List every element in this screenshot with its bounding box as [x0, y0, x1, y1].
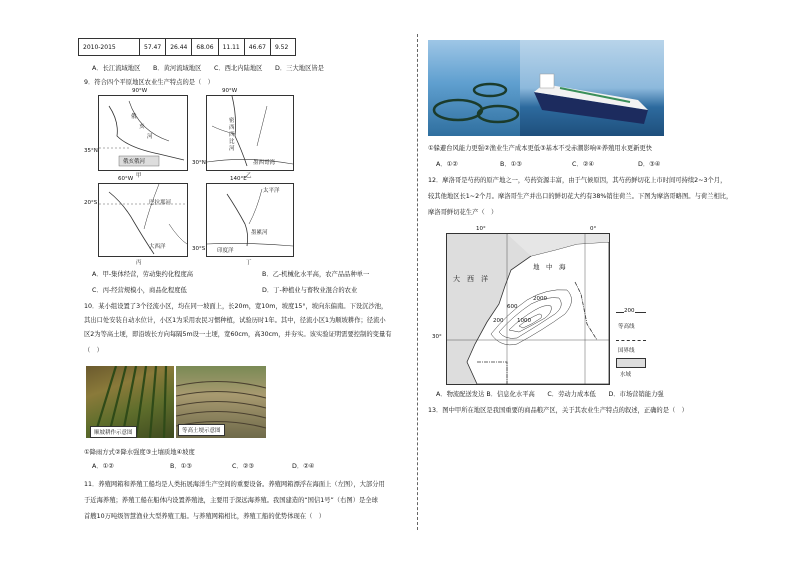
legend-contour-value: 200 [624, 308, 635, 314]
map-label: 地 中 海 [533, 263, 566, 271]
q9-option-b: B．乙-机械化水平高，农产品品种单一 [262, 271, 370, 278]
q13-stem: 13．图中甲所在地区是我国重要的商品粮产区，关于其农业生产特点的叙述，正确的是（ ） [428, 407, 688, 414]
map-bing [98, 183, 188, 257]
q11-option: C．②④ [572, 161, 594, 168]
q10-option: C．②③ [232, 463, 254, 470]
photo-caption: 顺坡耕作示意图 [90, 426, 137, 438]
table-cell: 57.47 [140, 39, 166, 56]
legend-water-swatch [616, 358, 646, 368]
q10-line: 区2为等高土埂，即沿坡长方向每隔5m设一土埂，宽60cm，高30cm，并夯实。该实验证明需要控制的变量有 [84, 331, 392, 338]
map-lon: 90°W [132, 88, 148, 94]
table-cell: 68.06 [192, 39, 218, 56]
map-lat: 30° [432, 334, 442, 340]
data-table [78, 38, 296, 56]
map-label: 印度洋 [217, 248, 234, 254]
map-label: 巴拉那河 [149, 200, 172, 206]
q10-option: A．①② [92, 463, 114, 470]
map-caption: 丁 [246, 260, 252, 266]
q11-option: B．①③ [500, 161, 522, 168]
map-label: 亥 [139, 124, 145, 130]
table-cell: 9.52 [270, 39, 295, 56]
legend-contour: 等高线 [618, 324, 635, 330]
q10-items: ①降雨方式②降水强度③土壤质地④坡度 [84, 449, 195, 456]
legend-border: 国界线 [618, 348, 635, 354]
map-label: 密西西比河 [229, 118, 235, 152]
table-cell: 11.11 [218, 39, 244, 56]
map-label: 河 [147, 134, 153, 140]
q11-line: 于近海养殖；养殖工船在船体内设置养殖池，主要用于深远海养殖。我国建造的“国信1号”（右图）是全球 [84, 497, 378, 504]
map-label: 大西洋 [149, 244, 166, 250]
map-lon: 140°E [230, 176, 247, 182]
q12-line: 较其他地区长1~2个月。摩洛哥生产并出口的鲜切花大约有38%销往荷兰。下图为摩洛哥略图。与荷兰相比， [428, 193, 733, 200]
q9-option-c: C．丙-经营规模小，商品化程度低 [92, 287, 187, 294]
table-row [79, 39, 296, 56]
map-lat: 35°N [84, 148, 98, 154]
q10-option: B．①③ [170, 463, 192, 470]
aquaculture-ship-drawing [520, 40, 664, 136]
q11-option: D．③④ [638, 161, 661, 168]
legend-border-line [616, 340, 646, 341]
contour-label: 200 [493, 318, 504, 324]
q10-line: 10．某小组设置了3个径流小区，均在同一坡面上，长20m，宽10m，坡度15°，坡向东偏南。下设沉沙池， [84, 303, 388, 310]
net-cage-photo [428, 40, 520, 136]
map-label: 墨西哥湾 [253, 160, 276, 166]
q9-stem: 9．符合四个平原地区农业生产特点的是（ ） [84, 79, 214, 86]
table-cell: 26.44 [166, 39, 192, 56]
map-yi [206, 95, 294, 171]
map-bing-drawing [99, 184, 187, 256]
morocco-map-drawing [447, 234, 609, 384]
map-caption: 丙 [136, 260, 142, 266]
q11-line: 11．养殖网箱和养殖工船均是人类拓展海洋生产空间的重要设备。养殖网箱漂浮在海面上（左图），大部分用 [84, 481, 385, 488]
map-yi-drawing [207, 96, 293, 170]
map-caption: 乙 [246, 173, 252, 179]
net-cage-drawing [428, 40, 520, 136]
q9-option-d: D．丁-种植业与畜牧业混合的农业 [262, 287, 358, 294]
contour-label: 1000 [517, 318, 531, 324]
map-lat: 30°N [192, 160, 206, 166]
map-label: 太平洋 [263, 188, 280, 194]
q10-line: （ ） [84, 347, 103, 354]
map-lat: 20°S [84, 200, 98, 206]
contour-label: 2000 [533, 296, 547, 302]
q12-line: 12．摩洛哥是芍药的原产地之一，芍药资源丰富，由于气候原因，其芍药鲜切花上市时间可持续2~3个月， [428, 177, 727, 184]
table-cell: 46.67 [244, 39, 270, 56]
map-lon: 10° [476, 226, 486, 232]
map-jia [98, 95, 188, 171]
q11-items: ①躲避台风能力更强②渔业生产成本更低③基本不受赤潮影响④养殖用水更新更快 [428, 145, 653, 152]
morocco-map [446, 233, 610, 385]
map-label: 俄亥俄河 [123, 159, 146, 165]
map-caption: 甲 [136, 173, 142, 179]
map-ding [206, 183, 294, 257]
q8-options: A．长江流域地区 B．黄河流域地区 C．西北内陆地区 D．三大地区皆是 [92, 65, 324, 72]
photo-caption: 等高土埂示意图 [178, 424, 225, 436]
q12-line: 摩洛哥鲜切花生产（ ） [428, 209, 498, 216]
legend-water: 水域 [620, 372, 632, 378]
q11-line: 首艘10万吨级智慧渔业大型养殖工船。与养殖网箱相比，养殖工船的优势体现在（ ） [84, 513, 325, 520]
map-lon: 60°W [118, 176, 134, 182]
map-label: 俄 [131, 114, 137, 120]
map-lat: 30°S [192, 246, 206, 252]
column-divider [417, 34, 418, 530]
table-cell: 2010-2015 [79, 39, 140, 56]
aquaculture-ship-photo [520, 40, 664, 136]
map-lon: 90°W [222, 88, 238, 94]
map-lon: 0° [590, 226, 597, 232]
map-label: 大 西 洋 [453, 275, 488, 283]
q10-option: D．②④ [292, 463, 315, 470]
q9-option-a: A．甲-集体经营，劳动集约化程度高 [92, 271, 194, 278]
q10-line: 其出口处安装自动水位计，小区1为采用农民习惯种植，试验历时1年。其中，径流小区1为顺坡耕作；径流小 [84, 317, 386, 324]
map-label: 墨累河 [251, 230, 268, 236]
contour-label: 600 [507, 304, 518, 310]
q11-option: A．①② [436, 161, 458, 168]
q12-options: A．物流配送发达 B．信息化水平高 C．劳动力成本低 D．市场营销能力强 [436, 391, 664, 398]
